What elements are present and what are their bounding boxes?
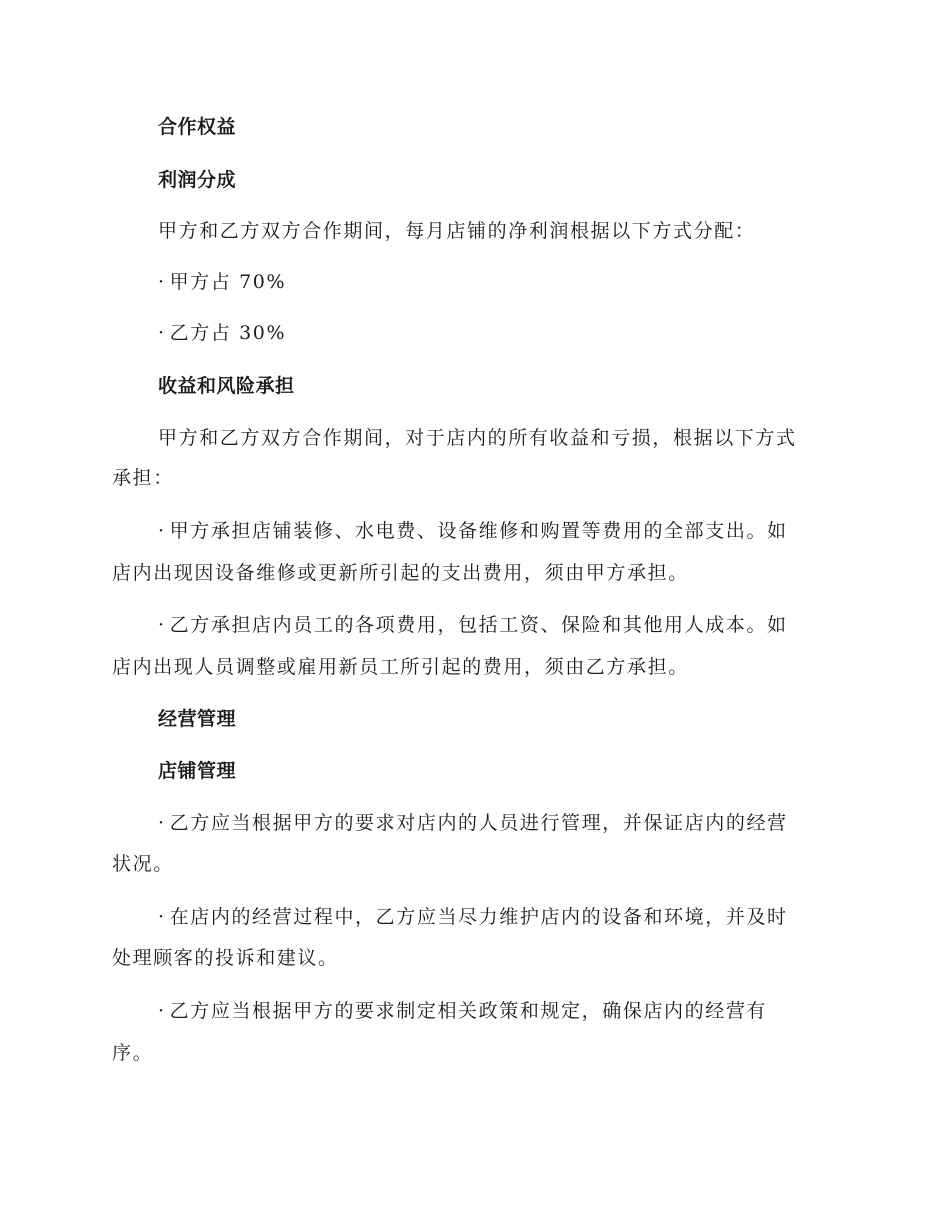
heading-profit-sharing: 利润分成 — [158, 169, 237, 191]
bullet-marker: · — [158, 906, 166, 928]
income-item-b-line-1 — [158, 613, 878, 637]
store-item-a-line-1 — [158, 811, 878, 835]
heading-operation-management: 经营管理 — [158, 708, 237, 730]
profit-intro-text: 甲方和乙方双方合作期间，每月店铺的净利润根据以下方式分配： — [158, 220, 756, 242]
income-item-b-line-2: 店内出现人员调整或雇用新员工所引起的费用，须由乙方承担。 — [112, 656, 689, 678]
heading-income-risk: 收益和风险承担 — [158, 375, 295, 397]
store-item-a-text-1: 乙方应当根据甲方的要求对店内的人员进行管理，并保证店内的经营 — [169, 812, 788, 834]
profit-item-b — [158, 321, 878, 345]
store-item-b-line-1 — [158, 905, 878, 929]
bullet-marker: · — [158, 1000, 166, 1022]
income-item-a-text-1: 甲方承担店铺装修、水电费、设备维修和购置等费用的全部支出。如 — [169, 520, 788, 542]
bullet-marker: · — [158, 812, 166, 834]
profit-item-a — [158, 270, 878, 294]
store-item-c-text-1: 乙方应当根据甲方的要求制定相关政策和规定，确保店内的经营有 — [169, 1000, 768, 1022]
store-item-c-line-1 — [158, 999, 878, 1023]
store-item-c-line-2: 序。 — [112, 1042, 154, 1064]
bullet-marker: · — [158, 520, 166, 542]
bullet-marker: · — [158, 322, 166, 344]
store-item-b-text-1: 在店内的经营过程中，乙方应当尽力维护店内的设备和环境，并及时 — [169, 906, 788, 928]
income-item-a-line-2: 店内出现因设备维修或更新所引起的支出费用，须由甲方承担。 — [112, 562, 689, 584]
income-intro-line-2: 承担： — [112, 467, 174, 489]
profit-item-a-text: 甲方占 70% — [169, 271, 287, 293]
bullet-marker: · — [158, 271, 166, 293]
income-item-b-text-1: 乙方承担店内员工的各项费用，包括工资、保险和其他用人成本。如 — [169, 614, 788, 636]
store-item-b-line-2: 处理顾客的投诉和建议。 — [112, 947, 339, 969]
store-item-a-line-2: 状况。 — [112, 853, 174, 875]
income-item-a-line-1 — [158, 519, 878, 543]
heading-cooperation-rights: 合作权益 — [158, 116, 237, 138]
profit-item-b-text: 乙方占 30% — [169, 322, 287, 344]
bullet-marker: · — [158, 614, 166, 636]
income-intro-line-1: 甲方和乙方双方合作期间，对于店内的所有收益和亏损，根据以下方式 — [158, 427, 797, 449]
heading-store-management: 店铺管理 — [158, 760, 237, 782]
